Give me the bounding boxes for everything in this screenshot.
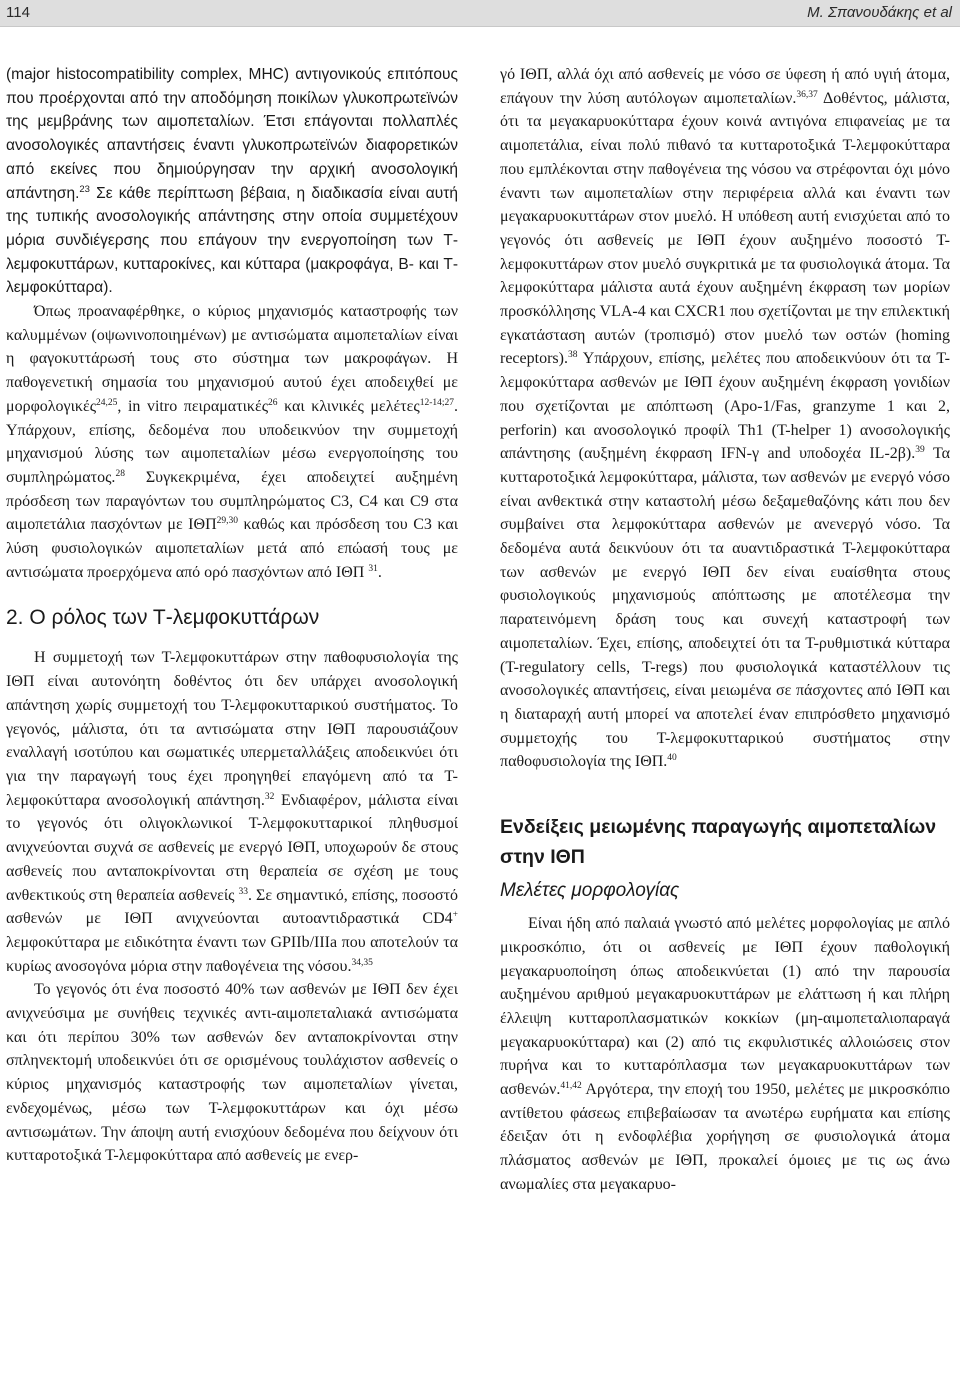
paragraph xyxy=(6,63,458,300)
text-run: γό ΙΘΠ, αλλά όχι από ασθενείς με νόσο σε ύφεση ή από υγιή άτομα, επάγουν την λύση αυτόλογων αιμοπεταλίων. xyxy=(500,66,950,107)
citation-superscript: 39 xyxy=(915,445,925,456)
text-run: λεμφοκύτταρα με ειδικότητα έναντι των GPIIb/IIIa που αποτελούν τα κυρίως ανοσογόνα μόρια στην παθογένεια της νόσου. xyxy=(6,933,458,975)
citation-superscript: 33 xyxy=(238,886,249,897)
citation-superscript: 26 xyxy=(268,397,278,408)
citation-superscript: 24,25 xyxy=(96,397,118,408)
text-run: Όπως προαναφέρθηκε, ο κύριος μηχανισμός καταστροφής των καλυμμένων (οψωνινοποιημένων) με αντισώματα αιμοπεταλίων είναι η φαγοκυττάρωσή τους στο σύστημα των μακροφάγων. xyxy=(6,303,458,368)
page-number: 114 xyxy=(6,4,30,21)
citation-superscript: 12-14;27 xyxy=(419,397,454,408)
citation-superscript: 32 xyxy=(264,791,275,802)
citation-superscript: 36,37 xyxy=(796,89,818,100)
citation-superscript: 29,30 xyxy=(216,516,238,527)
section-heading: 2. Ο ρόλος των Τ-λεμφοκυττάρων xyxy=(6,606,320,630)
text-run: . xyxy=(377,563,382,581)
paragraph xyxy=(6,646,458,978)
text-run: . Υπάρχουν, επίσης, δεδομένα που υποδεικνύον την συμμετοχή μηχανισμού λύσης των αιμοπεταλίων μέσω ενεργοποίησης του συμπληρώματος. xyxy=(6,397,458,486)
section-heading: Ενδείξεις μειωμένης παραγωγής αιμοπεταλίων στην ΙΘΠ xyxy=(500,816,937,869)
paragraph xyxy=(6,300,458,584)
citation-superscript: 40 xyxy=(667,753,677,764)
paragraph xyxy=(6,978,458,1168)
text-run: Είναι ήδη από παλαιά γνωστό από μελέτες μορφολογίας με απλό μικροσκόπιο, ότι οι ασθενείς με ΙΘΠ έχουν παθολογική μεγακαρυοποίηση όπως αποδεικνύεται (1) από την παρουσία αυξημένου αριθμού μεγακαρυοκυττάρων με ελάττωση ή και πλήρη έλλειψη κυτταροπλασματικών κοκκίων (μη-αιμοπεταλιοπαραγά μεγακαρυοκύτταρα) και (2) από τις εκφυλιστικές αλλοιώσεις στον πυρήνα και το κυτταρόπλασμα των μεγακαρυοκυττάρων των ασθενών. xyxy=(500,915,950,1099)
text-run: Η συμμετοχή των Τ-λεμφοκυττάρων στην παθοφυσιολογία της ΙΘΠ είναι αυτονόητη δοθέντος ότι δεν υπάρχει ανοσολογική απάντηση χωρίς συμμετοχή του Τ-λεμφοκυτταρικού συστήματος. Το γεγονός, μάλιστα, ότι τα αντισώματα στην ΙΘΠ παρουσιάζουν εναλλαγή ισοτύπου και σωματικές υπερμεταλλάξεις αποδεικνύει ότι για την παραγωγή τους έχει προηγηθεί επαγόμενη από τα Τ-λεμφοκύτταρα ανοσολογική απάντηση. xyxy=(6,649,458,809)
citation-superscript: 34,35 xyxy=(351,957,373,968)
subsection-heading: Μελέτες μορφολογίας xyxy=(500,880,680,902)
text-run: καθώς και πρόσδεση του C3 και λύση φυσιολογικών αιμοπεταλίων μετά από επώασή τους με αντισώματα προερχόμενα από ορό πασχόντων από ΙΘΠ xyxy=(6,516,459,581)
text-run: Η παθογενετική σημασία του μηχανισμού αυτού έχει αποδειχθεί με μορφολογικές xyxy=(6,350,458,415)
running-title: Μ. Σπανουδάκης et al xyxy=(807,4,952,21)
left-column xyxy=(6,63,458,1168)
text-run: Σε κάθε περίπτωση βέβαια, η διαδικασία είναι αυτή της τυπικής ανοσολογικής απάντησης στην οποία συμμετέχουν μόρια συνδιέγερσης που επάγουν την ενεργοποίηση των Τ-λεμφοκυττάρων, κυτταροκίνες, και κύτταρα (μακροφάγα, Β- και Τ-λεμφοκύτταρα). xyxy=(6,184,458,297)
text-run: , in vitro πειραματικές xyxy=(117,397,269,415)
citation-superscript: + xyxy=(452,910,458,921)
text-run: και κλινικές μελέτες xyxy=(277,397,420,415)
running-header xyxy=(0,0,960,27)
citation-superscript: 41,42 xyxy=(560,1081,582,1092)
text-run: Το γεγονός ότι ένα ποσοστό 40% των ασθενών με ΙΘΠ δεν έχει ανιχνεύσιμα με συνήθεις τεχνικές αντι-αιμοπεταλιακά αντισώματα και ότι περίπου 30% των ασθενών δεν ανταποκρίνονται στην σπληνεκτομή υποδεικνύει ότι σε ορισμένους τουλάχιστον ασθενείς ο κύριος μηχανισμός καταστροφής των αιμοπεταλίων γίνεται, ενδεχομένως, μέσω των Τ-λεμφοκυττάρων και όχι μέσω αντισωμάτων. Την άποψη αυτή ενισχύουν δεδομένα που δείχνουν ότι κυτταροτοξικά Τ-λεμφοκύτταρα από ασθενείς με ενερ- xyxy=(6,981,458,1165)
citation-superscript: 31 xyxy=(368,563,378,574)
text-run: . Σε σημαντικό, επίσης, ποσοστό ασθενών με ΙΘΠ ανιχνεύονται αυτοαντιδραστικά CD4 xyxy=(6,886,458,928)
citation-superscript: 23 xyxy=(79,183,90,195)
text-run: Υπάρχουν, επίσης, μελέτες που αποδεικνύουν ότι τα Τ-λεμφοκύτταρα ασθενών με ΙΘΠ έχουν αυξημένη έκφραση γονιδίων που σχετίζονται με απόπτωση (Apo-1/Fas, granzyme 1 και 2, perforin) και ανοσολογικό προφίλ Th1 (T-helper 1) ανοσολογικής απάντησης (αυξημένη έκφραση IFN-γ and υποδοχέα IL-2β). xyxy=(500,350,950,463)
text-run: Τα κυτταροτοξικά λεμφοκύτταρα, μάλιστα, των ασθενών με ενεργό νόσο είναι ανθεκτικά στην καταστολή μέσω δεξαμεθαζόνης κάτι που δεν συμβαίνει στα λεμφοκύτταρα ασθενών με ανενεργό νόσο. Τα δεδομένα αυτά δεικνύουν ότι τα αυαντιδραστικά Τ-λεμφοκύτταρα των ασθενών με ενεργό ΙΘΠ δεν είναι ευαίσθητα στους φυσιολογικούς μηχανισμούς απόπτωσης με αποτέλεσμα την παρατεινόμενη δράση τους και συνεχή καταστροφή των αιμοπεταλίων. Έχει, επίσης, αποδειχτεί ότι τα Τ-ρυθμιστικά κύτταρα (T-regulatory cells, T-regs) που φυσιολογικά καταστέλλουν τις ανοσολογικές απαντήσεις, είναι μειωμένα σε πάσχοντες από ΙΘΠ και η διαταραχή αυτή μπορεί να αποτελεί έναν επιπρόσθετο μηχανισμό συμμετοχής του Τ-λεμφοκυτταρικού συστήματος στην παθοφυσιολογία της ΙΘΠ. xyxy=(500,445,951,771)
text-run: Ενδιαφέρον, μάλιστα είναι το γεγονός ότι ολιγοκλωνικοί Τ-λεμφοκυτταρικοί πληθυσμοί ανιχνεύονται συχνά σε ασθενείς με ενεργό ΙΘΠ, υποχωρούν δε στους ασθενείς που ανταποκρίνονται στη θεραπεία σε σχέση με τους ανθεκτικούς στη θεραπεία ασθενείς xyxy=(6,791,458,904)
paragraph xyxy=(500,63,950,774)
text-run: (major histocompatibility complex, MHC) αντιγονικούς επιτόπους που προέρχονται από την αποδόμηση ποικίλων γλυκοπρωτεϊνών της μεμβράνης των αιμοπεταλίων. Έτσι επάγονται πολλαπλές ανοσολογικές απαντήσεις έναντι γλυκοπρωτεϊνών διαφορετικών από εκείνες που δημιούργησαν την αρχική ανοσολογική απάντηση. xyxy=(6,66,458,202)
paragraph xyxy=(500,912,950,1196)
text-run: Δοθέντος, μάλιστα, ότι τα μεγακαρυοκύτταρα έχουν κοινά αντιγόνα επιφανείας με τα αιμοπετάλια, είναι πολύ πιθανό τα κυτταροτοξικά Τ-λεμφοκύτταρα που εμπλέκονται στην παθογένεια της νόσου να στρέφονται όχι μόνο έναντι των αιμοπεταλίων στην περιφέρεια αλλά και έναντι των μεγακαρυοκυττάρων στον μυελό. Η υπόθεση αυτή ενισχύεται από το γεγονός ότι ασθενείς με ΙΘΠ έχουν αυξημένο ποσοστό Τ-λεμφοκυττάρων στον μυελό συγκριτικά με τα φυσιολογικά άτομα. Τα λεμφοκύτταρα μάλιστα αυτά έχουν αυξημένη έκφραση των μορίων προσκόλλησης VLA-4 και CXCR1 που σχετίζονται με την επιλεκτική εγκατάσταση αυτών (τροπισμό) στον μυελό των οστών (homing receptors). xyxy=(500,89,950,368)
text-run: Αργότερα, την εποχή του 1950, μελέτες με μικροσκόπιο αντίθετου φάσεως επιβεβαίωσαν τα ανωτέρω ευρήματα και επίσης έδειξαν ότι η ενδοφλέβια χορήγηση σε φυσιολογικά άτομα πλάσματος ασθενών με ΙΘΠ, προκαλεί όμοιες με τις ως άνω ανωμαλίες στα μεγακαρυο- xyxy=(500,1081,950,1193)
text-run: Συγκεκριμένα, έχει αποδειχτεί αυξημένη πρόσδεση των παραγόντων του συμπληρώματος C3, C4 και C9 στα αιμοπετάλια πασχόντων με ΙΘΠ xyxy=(6,468,458,534)
citation-superscript: 28 xyxy=(115,468,125,479)
citation-superscript: 38 xyxy=(567,350,578,361)
right-column xyxy=(500,63,950,1197)
